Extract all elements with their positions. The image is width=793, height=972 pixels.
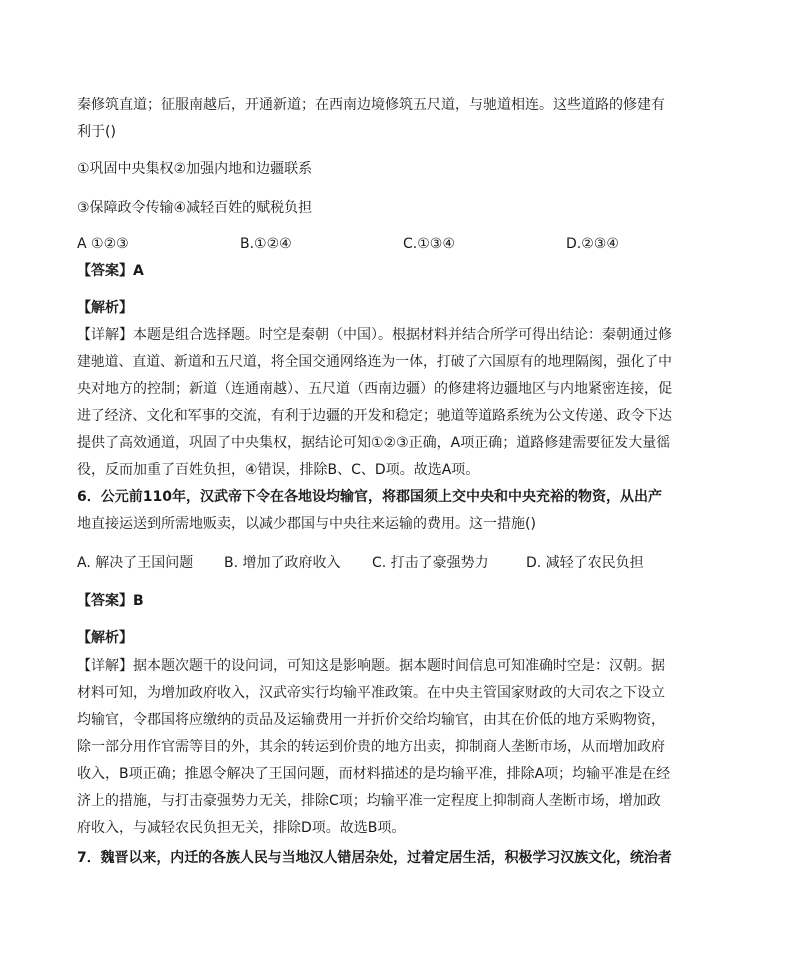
q6-answer: 【答案】B (77, 593, 144, 609)
q6-detail-line-3: 均输官，令郡国将应缴纳的贡品及运输费用一并折价交给均输官，由其在价低的地方采购物资， (77, 712, 665, 728)
q5-item-line-1: ①巩固中央集权②加强内地和边疆联系 (77, 161, 313, 177)
q5-detail-line-5: 提供了高效通道，巩固了中央集权，据结论可知①②③正确，A项正确；道路修建需要征发大量徭 (77, 435, 671, 451)
q6-analysis-label: 【解析】 (77, 630, 133, 646)
q5-analysis-label: 【解析】 (77, 300, 133, 316)
q6-detail-line-6: 济上的措施，与打击豪强势力无关，排除C项；均输平准一定程度上抑制商人垄断市场，增加政 (77, 793, 661, 809)
q5-item-line-2: ③保障政令传输④减轻百姓的赋税负担 (77, 200, 313, 216)
q5-detail-line-4: 进了经济、文化和军事的交流，有利于边疆的开发和稳定；驰道等道路系统为公文传递、政令下达 (77, 408, 673, 424)
q6-detail-line-2: 材料可知，为增加政府收入，汉武帝实行均输平准政策。在中央主管国家财政的大司农之下设立 (77, 685, 665, 701)
q5-option-c: C.①③④ (403, 236, 455, 252)
q6-stem-line-2: 地直接运送到所需地贩卖，以减少郡国与中央往来运输的费用。这一措施() (77, 516, 536, 532)
q6-stem-line-1: 6．公元前110年，汉武帝下令在各地设均输官，将郡国须上交中央和中央充裕的物资，从出产 (77, 489, 662, 505)
q7-stem-line-1: 7．魏晋以来，内迁的各族人民与当地汉人错居杂处，过着定居生活，积极学习汉族文化，统治者 (77, 850, 672, 866)
q5-option-a: A ①②③ (77, 236, 129, 252)
q6-option-d: D. 减轻了农民负担 (526, 555, 644, 571)
q6-detail-line-4: 除一部分用作官需等目的外，其余的转运到价贵的地方出卖，抑制商人垄断市场，从而增加政府 (77, 739, 665, 755)
q5-detail-line-6: 役，反而加重了百姓负担，④错误，排除B、C、D项。故选A项。 (77, 462, 480, 478)
q6-detail-line-5: 收入，B项正确；推恩令解决了王国问题，而材料描述的是均输平准，排除A项；均输平准是在经 (77, 766, 671, 782)
q6-detail-line-1: 【详解】据本题次题干的设问词，可知这是影响题。据本题时间信息可知准确时空是：汉朝。据 (77, 658, 665, 674)
q6-option-c: C. 打击了豪强势力 (372, 555, 489, 571)
q5-detail-line-2: 建驰道、直道、新道和五尺道，将全国交通网络连为一体，打破了六国原有的地理隔阂，强化了中 (77, 354, 673, 370)
q5-option-b: B.①②④ (240, 236, 292, 252)
q6-detail-line-7: 府收入，与减轻农民负担无关，排除D项。故选B项。 (77, 820, 406, 836)
q5-stem-line-1: 秦修筑直道；征服南越后，开通新道；在西南边境修筑五尺道，与驰道相连。这些道路的修建有 (77, 97, 665, 113)
q5-answer: 【答案】A (77, 263, 144, 279)
q5-detail-line-1: 【详解】本题是组合选择题。时空是秦朝（中国）。根据材料并结合所学可得出结论：秦朝通过修 (77, 327, 672, 343)
q6-option-a: A. 解决了王国问题 (77, 555, 194, 571)
q5-stem-line-2: 利于() (77, 124, 116, 140)
q5-detail-line-3: 央对地方的控制；新道（连通南越）、五尺道（西南边疆）的修建将边疆地区与内地紧密连接，促 (77, 381, 672, 397)
q5-option-d: D.②③④ (566, 236, 619, 252)
q6-option-b: B. 增加了政府收入 (224, 555, 341, 571)
